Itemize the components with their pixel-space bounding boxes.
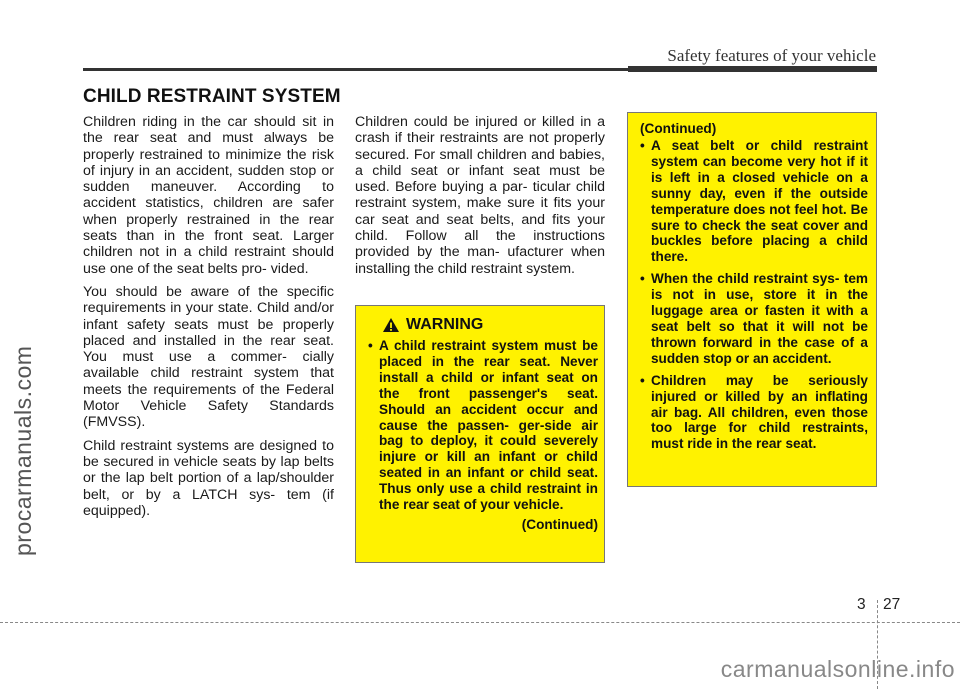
page-section-number: 3 [857, 596, 866, 613]
warning-triangle-icon [382, 317, 400, 333]
continued-label: (Continued) [640, 121, 717, 136]
warning-heading [382, 316, 598, 334]
body-paragraph: You should be aware of the specific requirements in your state. Child and/or infant safety seats must be properly placed and installed in the rear seat. You must use a commer- cially available child restraint system that meets the requirements of the Federal Motor Vehicle Safety Standards (FMVSS). [83, 283, 334, 431]
warning-box [355, 305, 605, 563]
warning-list [368, 338, 598, 513]
section-title: CHILD RESTRAINT SYSTEM [83, 86, 341, 107]
header-rule-accent [628, 66, 877, 72]
watermark-bottom: carmanualsonline.info [720, 656, 955, 682]
running-header: Safety features of your vehicle [667, 46, 876, 65]
body-column-2 [355, 114, 605, 284]
warning-item: • When the child restraint sys- tem is not in use, store it in the luggage area or fasten it with a seat belt so that it will not be thrown forward in the case of a sudden stop or an accident. [640, 271, 868, 366]
warning-label: WARNING [406, 316, 484, 333]
warning-item: • A child restraint system must be placed in the rear seat. Never install a child or infant seat on the front passenger's seat. Should an accident occur and cause the passen- ger-side air bag to deploy, it could severely injure or kill an infant or child seated in an infant or child seat. Thus only use a child restraint in the rear seat of your vehicle. [368, 338, 598, 513]
body-paragraph: Children could be injured or killed in a crash if their restraints are not properly secured. For small children and babies, a child seat or infant seat must be used. Before buying a par- ticular child restraint system, make sure it fits your car seat and seat belts, and fits your child. Follow all the instructions provided by the man- ufacturer when installing the child restraint system. [355, 114, 605, 277]
warning-item: • Children may be seriously injured or killed by an inflating air bag. All children, even those too large for child restraints, must ride in the rear seat. [640, 373, 868, 453]
warning-list [640, 138, 868, 452]
page-number: 27 [883, 596, 901, 613]
warning-item: • A seat belt or child restraint system can become very hot if it is left in a closed vehicle on a sunny day, even if the outside temperature does not feel hot. Be sure to check the seat cover and buckles before placing a child there. [640, 138, 868, 265]
body-paragraph: Children riding in the car should sit in the rear seat and must always be properly restrained to minimize the risk of injury in an accident, sudden stop or sudden maneuver. According to accident statistics, children are safer when properly restrained in the rear seats than in the front seat. Larger children not in a child restraint should use one of the seat belts pro- vided. [83, 114, 334, 277]
watermark-side: procarmanuals.com [10, 345, 36, 556]
body-paragraph: Child restraint systems are designed to be secured in vehicle seats by lap belts or the lap belt portion of a lap/shoulder belt, or by a LATCH sys- tem (if equipped). [83, 437, 334, 519]
body-column-1 [83, 114, 334, 526]
warning-box-continued [627, 112, 877, 487]
continued-label: (Continued) [521, 516, 598, 532]
footer-rule [0, 622, 960, 623]
